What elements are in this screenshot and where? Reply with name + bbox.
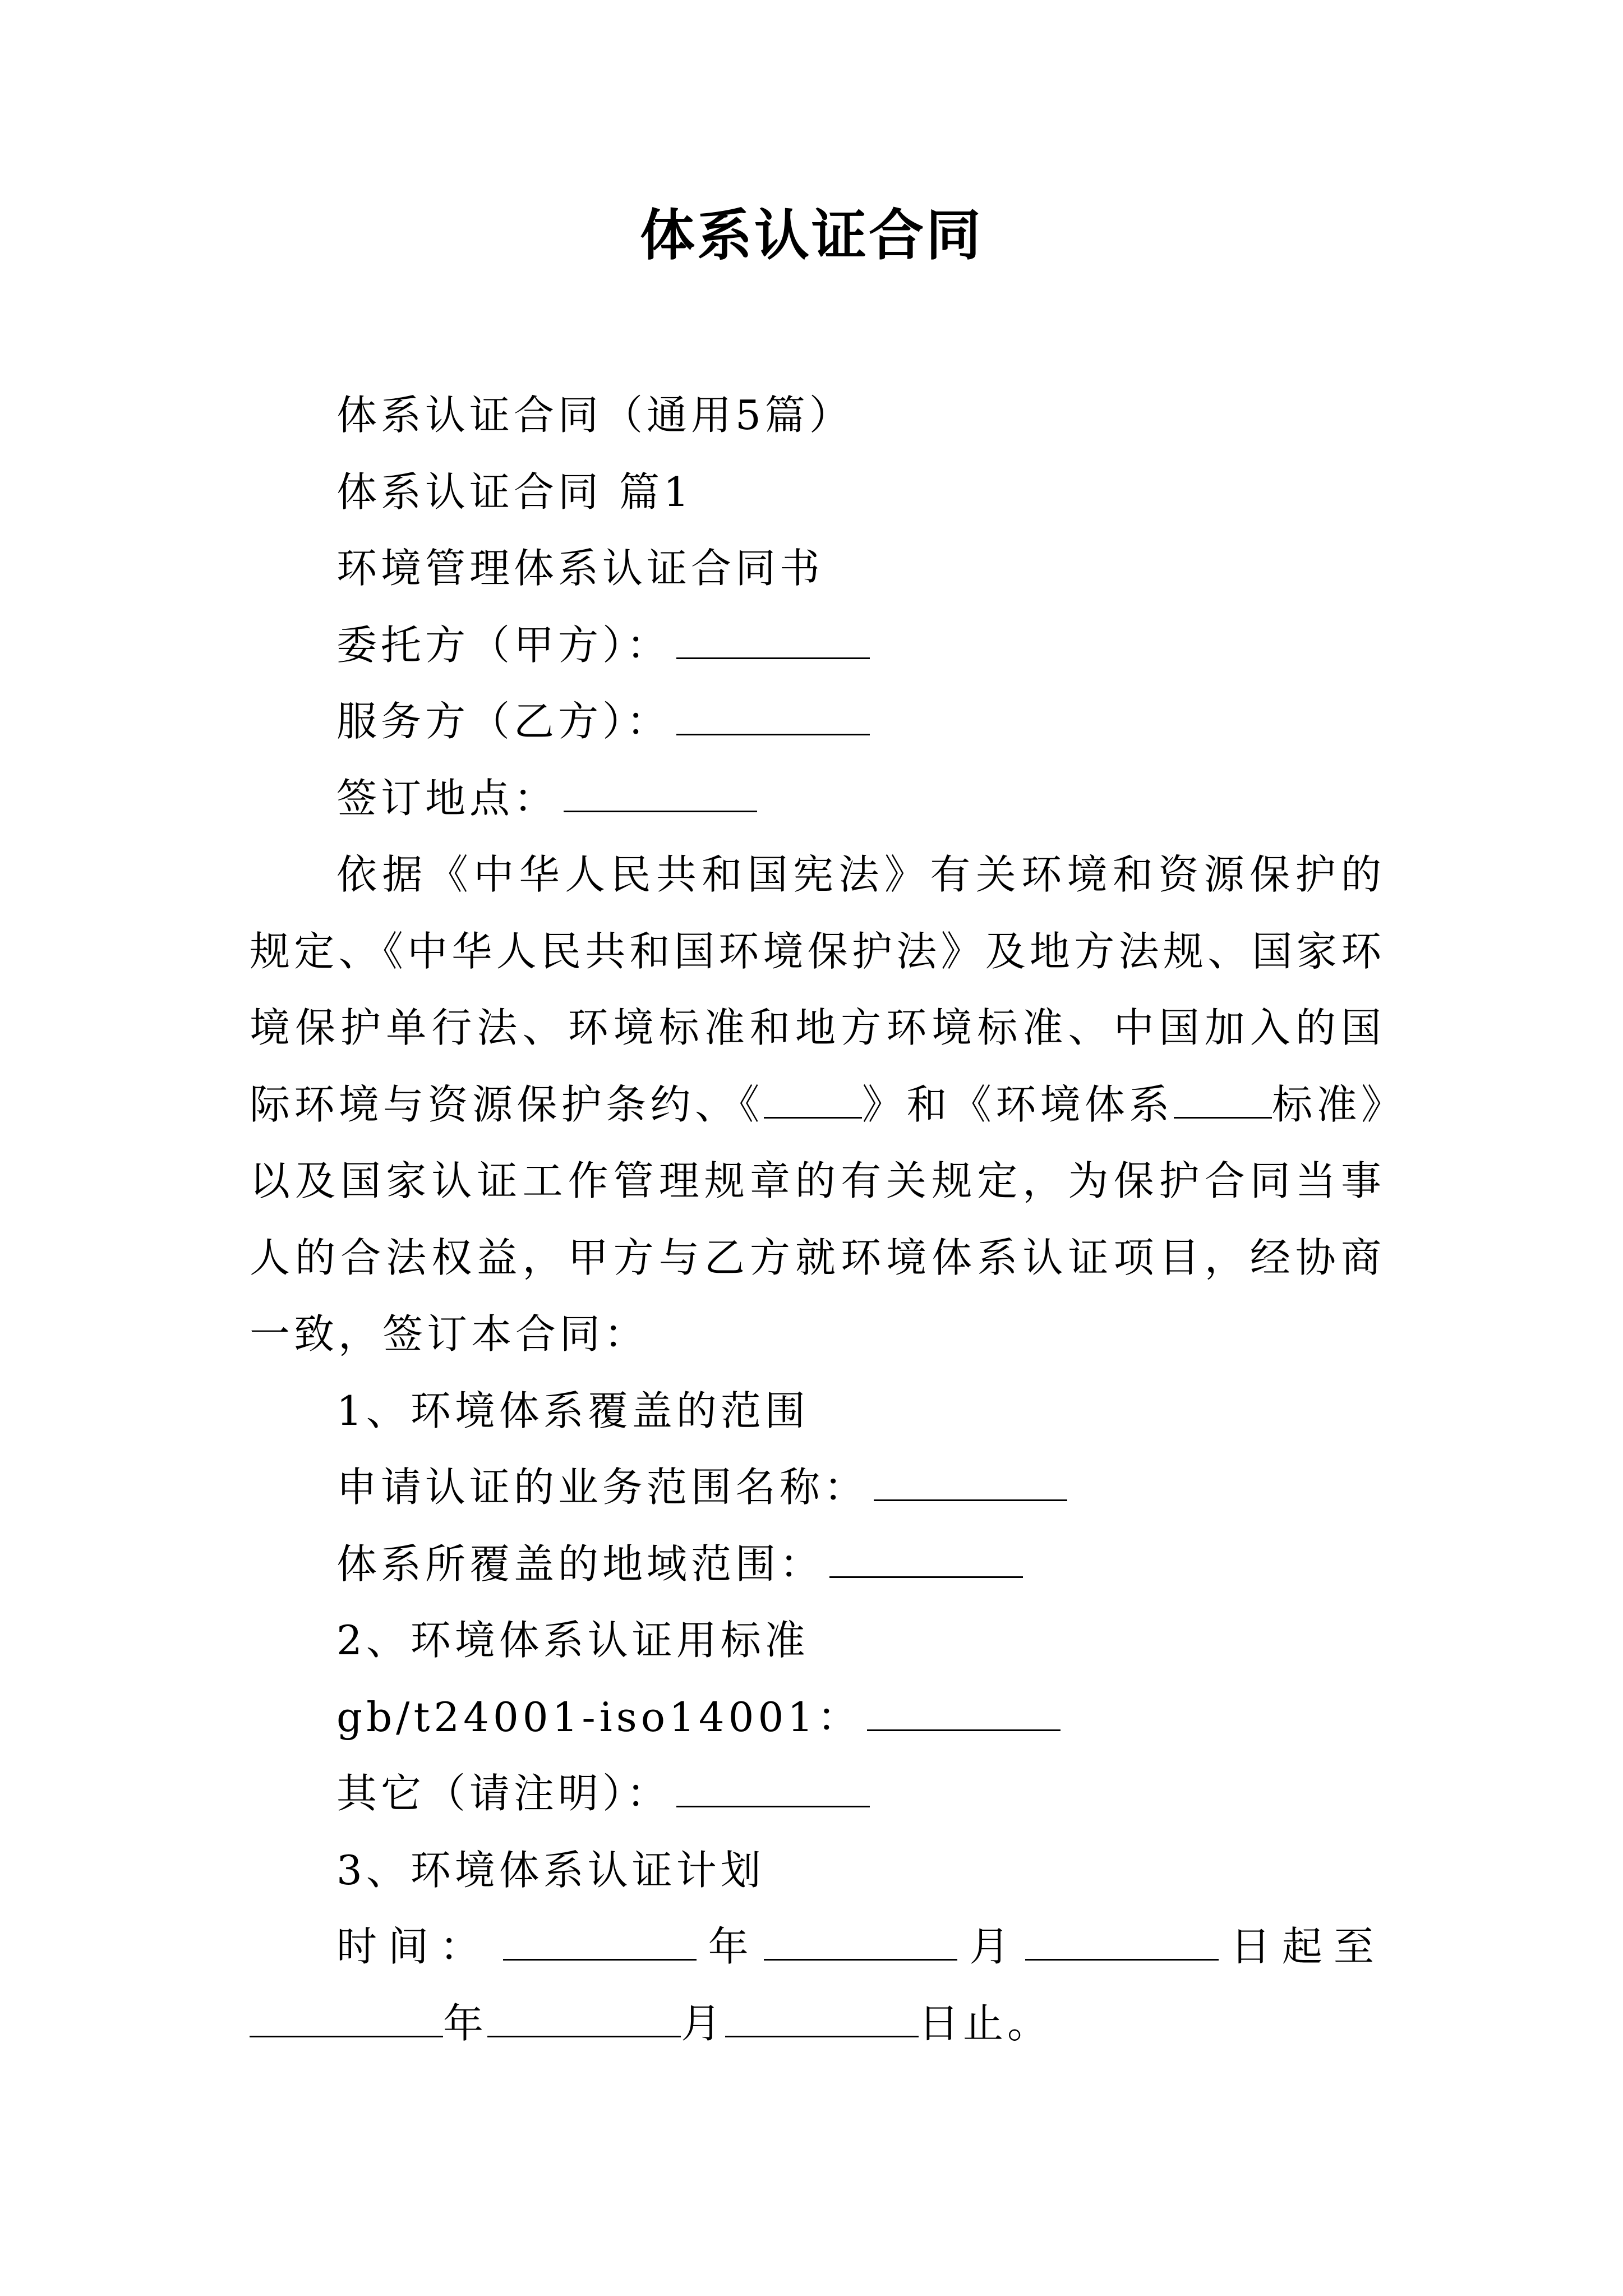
- time-from-line: [250, 1908, 1385, 1985]
- time-label: 时间：: [336, 1923, 492, 1970]
- sign-place-blank: [564, 778, 757, 812]
- intro-text-2: 》和《环境体系: [861, 1080, 1174, 1128]
- doc-heading: 环境管理体系认证合同书: [336, 545, 824, 592]
- section1-heading: 1、环境体系覆盖的范围: [336, 1387, 809, 1434]
- intro-paragraph: [250, 836, 1385, 1373]
- party-a-blank: [676, 625, 870, 659]
- party-a-line: [250, 607, 1385, 684]
- from-year-label: 年: [708, 1923, 753, 1970]
- from-month-label: 月: [969, 1923, 1014, 1970]
- sign-place-line: [250, 760, 1385, 837]
- until-day-blank: [725, 2003, 919, 2037]
- section2-item2-label: 其它（请注明）：: [336, 1770, 671, 1817]
- party-a-label: 委托方（甲方）：: [336, 621, 671, 669]
- section2-item1-blank: [867, 1697, 1061, 1731]
- section2-item1-line: [250, 1679, 1385, 1756]
- section1-item2-line: [250, 1526, 1385, 1603]
- until-month-blank: [487, 2003, 681, 2037]
- section2-item2-line: [250, 1755, 1385, 1832]
- section1-item2-blank: [829, 1544, 1023, 1578]
- party-b-line: [250, 683, 1385, 760]
- document-body: [250, 377, 1385, 2062]
- party-b-blank: [676, 701, 870, 735]
- section1-item2-label: 体系所覆盖的地域范围：: [336, 1540, 824, 1588]
- section1-item1-label: 申请认证的业务范围名称：: [336, 1464, 869, 1511]
- from-year-blank: [503, 1926, 697, 1961]
- party-b-label: 服务方（乙方）：: [336, 698, 671, 745]
- page-title: 体系认证合同: [639, 204, 983, 268]
- section3-heading: 3、环境体系认证计划: [336, 1846, 765, 1894]
- section2-heading: 2、环境体系认证用标准: [336, 1617, 809, 1664]
- intro-blank-2: [1174, 1084, 1272, 1119]
- intro-text-3: 标准》以及国家认证工作管理规章的有关规定，为保护合同当事人的合法权益，甲方与乙方就环境体系认证项目，经协商一致，签订本合同：: [250, 1080, 1385, 1358]
- until-month-label: 月: [681, 1999, 726, 2047]
- part-heading: 体系认证合同 篇1: [336, 468, 693, 516]
- from-day-label: 日起至: [1230, 1923, 1385, 1970]
- until-day-label: 日止。: [919, 1999, 1052, 2047]
- sign-place-label: 签订地点：: [336, 774, 559, 822]
- time-until-line: [250, 1985, 1385, 2062]
- intro-text-1: 依据《中华人民共和国宪法》有关环境和资源保护的规定、《中华人民共和国环境保护法》及地方法规、国家环境保护单行法、环境标准和地方环境标准、中国加入的国际环境与资源保护条约、《: [250, 851, 1385, 1128]
- intro-blank-1: [764, 1084, 862, 1119]
- section1-item1-line: [250, 1449, 1385, 1526]
- until-year-label: 年: [443, 1999, 488, 2047]
- section2-item1-label: gb/t24001-iso14001：: [336, 1693, 862, 1741]
- until-year-blank: [250, 2003, 443, 2037]
- from-month-blank: [764, 1926, 957, 1961]
- section2-item2-blank: [676, 1773, 870, 1807]
- subtitle: 体系认证合同（通用5篇）: [336, 392, 854, 439]
- section1-item1-blank: [874, 1467, 1067, 1501]
- from-day-blank: [1025, 1926, 1219, 1961]
